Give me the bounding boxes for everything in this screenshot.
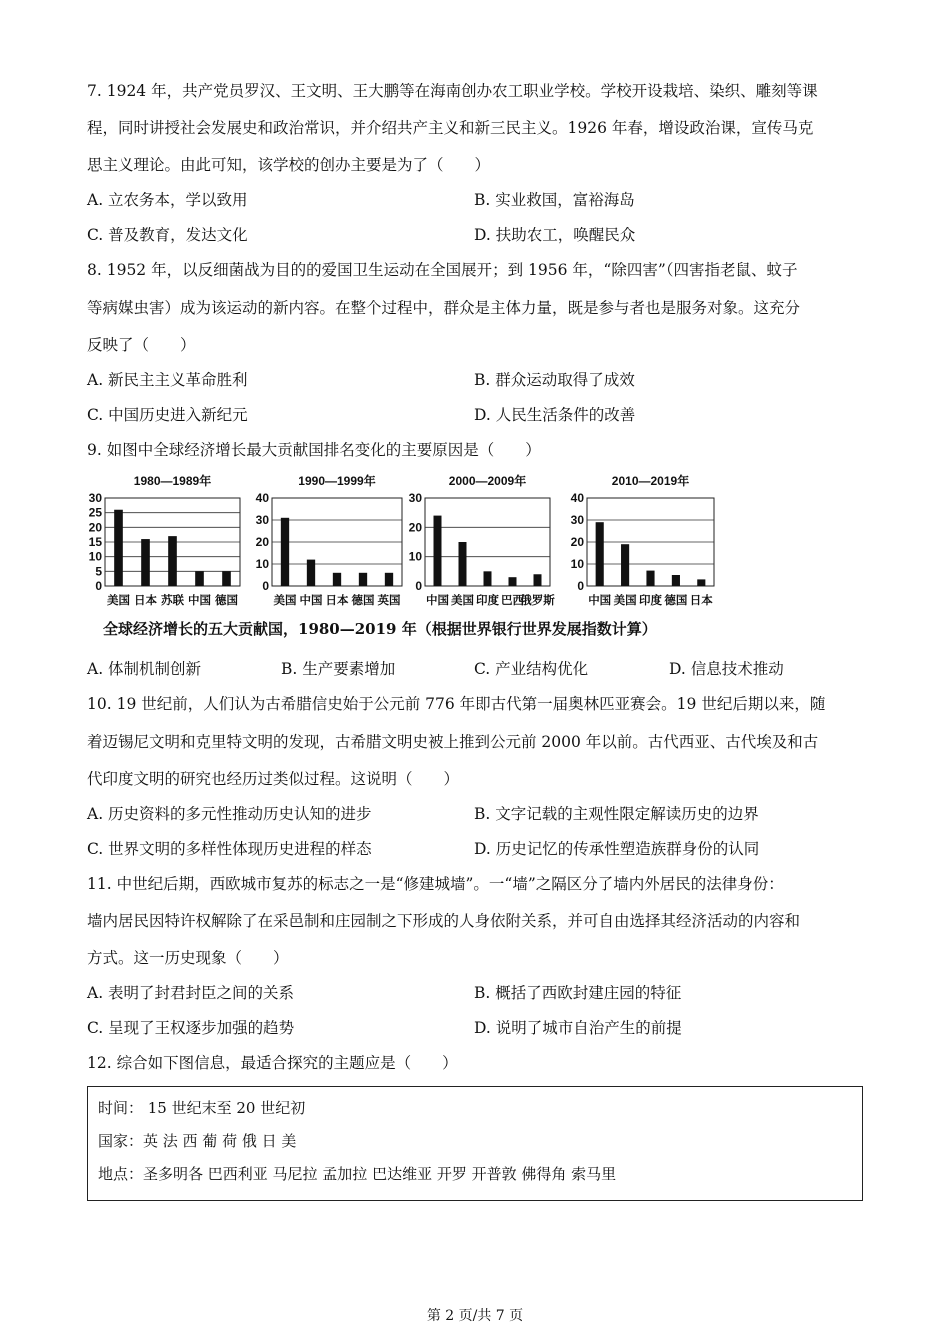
q7-stem-line-2: 程，同时讲授社会发展史和政治常识，并介绍共产主义和新三民主义。1926 年春，增设政治课，宣传马克 bbox=[87, 119, 814, 137]
q11-stem-line-3: 方式。这一历史现象（ ） bbox=[87, 949, 289, 967]
q11-option-c: C. 呈现了王权逐步加强的趋势 bbox=[87, 1019, 295, 1037]
q11-option-d: D. 说明了城市自治产生的前提 bbox=[474, 1019, 682, 1037]
q8-option-d: D. 人民生活条件的改善 bbox=[474, 406, 636, 424]
q9-chart-caption: 全球经济增长的五大贡献国，1980—2019 年（根据世界银行世界发展指数计算） bbox=[103, 620, 657, 638]
chart-1-bar bbox=[168, 536, 177, 586]
q7-option-d: D. 扶助农工，唤醒民众 bbox=[474, 226, 636, 244]
chart-4-bar bbox=[596, 522, 604, 586]
q9-option-d: D. 信息技术推动 bbox=[669, 660, 784, 678]
chart-4-bar bbox=[646, 571, 654, 586]
chart-4-ytick-label: 40 bbox=[570, 491, 584, 505]
chart-1-category-label: 苏联 bbox=[161, 595, 184, 607]
chart-3-bar bbox=[434, 516, 442, 586]
chart-3-ytick-label: 10 bbox=[408, 549, 422, 564]
chart-1-ytick-label: 25 bbox=[88, 505, 102, 520]
q11-option-b: B. 概括了西欧封建庄园的特征 bbox=[474, 984, 682, 1002]
chart-2-bar bbox=[333, 573, 341, 586]
chart-1-bar bbox=[195, 571, 204, 586]
q9-bar-charts bbox=[85, 470, 735, 610]
chart-1-category-label: 日本 bbox=[134, 595, 157, 607]
chart-3-category-label: 印度 bbox=[476, 595, 499, 607]
chart-3-category-label: 巴西 bbox=[501, 595, 524, 607]
q10-option-c: C. 世界文明的多样性体现历史进程的样态 bbox=[87, 840, 372, 858]
chart-1-category-label: 美国 bbox=[107, 595, 130, 607]
chart-3-bar bbox=[484, 571, 492, 586]
chart-4-ytick-label: 30 bbox=[570, 513, 584, 527]
chart-1-ytick-label: 30 bbox=[88, 491, 102, 505]
q12-stem: 12. 综合如下图信息，最适合探究的主题应是（ ） bbox=[87, 1054, 458, 1072]
q11-stem-line-1: 11. 中世纪后期，西欧城市复苏的标志之一是“修建城墙”。一“墙”之隔区分了墙内外居民的法律身份： bbox=[87, 875, 784, 893]
chart-3-bar bbox=[459, 542, 467, 586]
chart-2-ytick-label: 40 bbox=[255, 491, 269, 505]
q8-stem-line-3: 反映了（ ） bbox=[87, 336, 196, 354]
q11-option-a: A. 表明了封君封臣之间的关系 bbox=[87, 984, 295, 1002]
q12-info-places: 地点：圣多明各 巴西利亚 马尼拉 孟加拉 巴达维亚 开罗 开普敦 佛得角 索马里 bbox=[98, 1165, 617, 1183]
q7-stem-line-3: 思主义理论。由此可知，该学校的创办主要是为了（ ） bbox=[87, 156, 491, 174]
chart-4-category-label: 日本 bbox=[689, 595, 713, 607]
chart-1-category-label: 中国 bbox=[188, 595, 211, 607]
q10-option-a: A. 历史资料的多元性推动历史认知的进步 bbox=[87, 805, 372, 823]
chart-4-title: 2010—2019年 bbox=[611, 474, 690, 488]
chart-4-bar bbox=[697, 579, 705, 586]
chart-2-category-label: 德国 bbox=[351, 595, 375, 607]
chart-1-ytick-label: 20 bbox=[88, 520, 102, 535]
q7-option-b: B. 实业救国，富裕海岛 bbox=[474, 191, 635, 209]
chart-3-ytick-label: 20 bbox=[408, 520, 422, 535]
q8-option-b: B. 群众运动取得了成效 bbox=[474, 371, 635, 389]
q12-info-time: 时间： 15 世纪末至 20 世纪初 bbox=[98, 1099, 306, 1117]
q9-stem: 9. 如图中全球经济增长最大贡献国排名变化的主要原因是（ ） bbox=[87, 441, 541, 459]
chart-2-ytick-label: 30 bbox=[255, 513, 269, 527]
chart-3-ytick-label: 30 bbox=[408, 491, 422, 505]
q12-info-box bbox=[87, 1086, 863, 1201]
chart-4-bar bbox=[621, 544, 629, 586]
q11-stem-line-2: 墙内居民因特许权解除了在采邑制和庄园制之下形成的人身依附关系，并可自由选择其经济活动的内容和 bbox=[87, 912, 801, 930]
chart-4-ytick-label: 10 bbox=[570, 557, 584, 571]
q7-option-c: C. 普及教育，发达文化 bbox=[87, 226, 248, 244]
chart-2-ytick-label: 20 bbox=[255, 535, 269, 549]
chart-4-category-label: 美国 bbox=[613, 595, 637, 607]
q7-stem-line-1: 7. 1924 年，共产党员罗汉、王文明、王大鹏等在海南创办农工职业学校。学校开设栽培、染织、雕刻等课 bbox=[87, 82, 818, 100]
chart-3-ytick-label: 0 bbox=[415, 579, 422, 593]
chart-1-bar bbox=[141, 539, 150, 586]
q7-option-a: A. 立农务本，学以致用 bbox=[87, 191, 248, 209]
chart-2-bar bbox=[385, 573, 393, 586]
q9-option-b: B. 生产要素增加 bbox=[281, 660, 396, 678]
chart-4-category-label: 德国 bbox=[664, 595, 688, 607]
q8-stem-line-2: 等病媒虫害）成为该运动的新内容。在整个过程中，群众是主体力量，既是参与者也是服务对象。这充分 bbox=[87, 299, 801, 317]
q12-info-countries: 国家：英 法 西 葡 荷 俄 日 美 bbox=[98, 1132, 297, 1150]
chart-2-bar bbox=[281, 518, 289, 586]
chart-2-bar bbox=[307, 560, 315, 586]
chart-1-title: 1980—1989年 bbox=[133, 474, 212, 488]
chart-1-ytick-label: 5 bbox=[95, 564, 102, 579]
chart-4-bar bbox=[672, 575, 680, 586]
page-footer: 第 2 页/共 7 页 bbox=[426, 1308, 524, 1324]
chart-4-category-label: 中国 bbox=[588, 595, 612, 607]
q8-option-c: C. 中国历史进入新纪元 bbox=[87, 406, 248, 424]
chart-2-ytick-label: 0 bbox=[262, 579, 269, 593]
chart-1-bar bbox=[114, 510, 123, 586]
chart-1-bar bbox=[222, 571, 231, 586]
chart-4-ytick-label: 20 bbox=[570, 535, 584, 549]
chart-2-category-label: 美国 bbox=[273, 595, 297, 607]
chart-1-category-label: 德国 bbox=[215, 595, 238, 607]
chart-2-category-label: 中国 bbox=[299, 595, 323, 607]
chart-3-bar bbox=[509, 577, 517, 586]
q10-stem-line-2: 着迈锡尼文明和克里特文明的发现，古希腊文明史被上推到公元前 2000 年以前。古代西亚、古代埃及和古 bbox=[87, 733, 819, 751]
chart-2-bar bbox=[359, 573, 367, 586]
chart-3-title: 2000—2009年 bbox=[448, 474, 527, 488]
q10-stem-line-3: 代印度文明的研究也经历过类似过程。这说明（ ） bbox=[87, 770, 460, 788]
chart-2-ytick-label: 10 bbox=[255, 557, 269, 571]
chart-1-ytick-label: 10 bbox=[88, 549, 102, 564]
chart-2-category-label: 日本 bbox=[325, 595, 349, 607]
chart-1-ytick-label: 15 bbox=[88, 535, 102, 549]
q10-option-d: D. 历史记忆的传承性塑造族群身份的认同 bbox=[474, 840, 760, 858]
chart-1-ytick-label: 0 bbox=[95, 579, 102, 593]
q10-option-b: B. 文字记载的主观性限定解读历史的边界 bbox=[474, 805, 759, 823]
chart-4-ytick-label: 0 bbox=[577, 579, 584, 593]
q8-option-a: A. 新民主主义革命胜利 bbox=[87, 371, 248, 389]
chart-2-title: 1990—1999年 bbox=[298, 474, 376, 488]
q9-option-c: C. 产业结构优化 bbox=[474, 660, 589, 678]
q9-charts-svg bbox=[85, 470, 735, 610]
q9-option-a: A. 体制机制创新 bbox=[87, 660, 202, 678]
chart-3-category-label: 美国 bbox=[451, 595, 474, 607]
chart-3-category-label: 俄罗斯 bbox=[520, 595, 555, 607]
q8-stem-line-1: 8. 1952 年，以反细菌战为目的的爱国卫生运动在全国展开；到 1956 年，“除四害”（四害指老鼠、蚊子 bbox=[87, 261, 798, 279]
chart-3-bar bbox=[534, 574, 542, 586]
q10-stem-line-1: 10. 19 世纪前，人们认为古希腊信史始于公元前 776 年即古代第一届奥林匹亚赛会。19 世纪后期以来，随 bbox=[87, 695, 826, 713]
chart-4-category-label: 印度 bbox=[639, 595, 662, 607]
chart-2-category-label: 英国 bbox=[377, 595, 401, 607]
chart-3-category-label: 中国 bbox=[426, 595, 449, 607]
